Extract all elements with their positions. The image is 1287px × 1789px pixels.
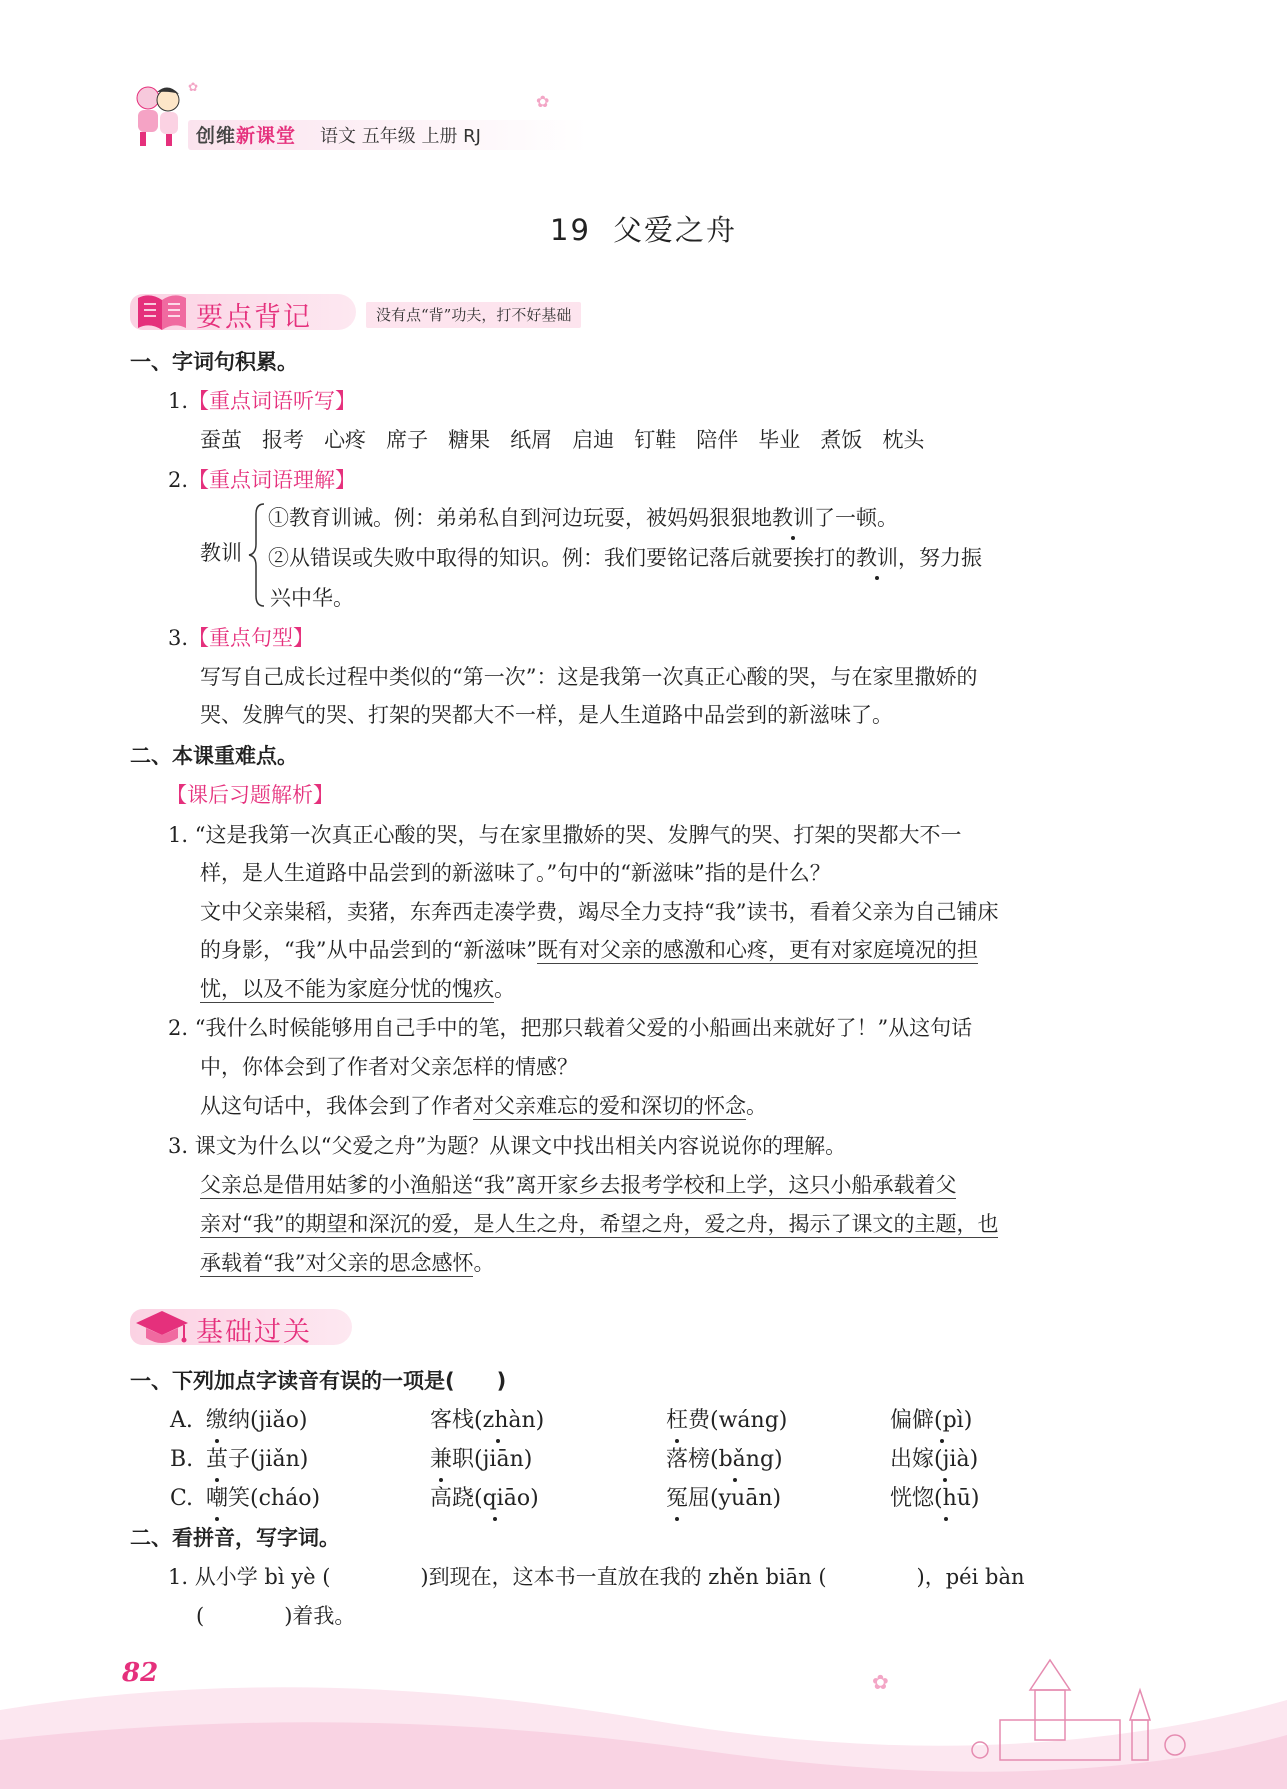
option-c-item-3: 冤屈(yuān) [666,1484,781,1514]
sentence-line-2: 哭、发脾气的哭、打架的哭都大不一样，是人生道路中品尝到的新滋味了。 [200,703,893,727]
answer-3-line-1: 父亲总是借用姑爹的小渔船送“我”离开家乡去报考学校和上学，这只小船承载着父 [200,1173,957,1197]
definition-2-cont: 兴中华。 [270,586,354,610]
brace-icon [248,502,266,608]
option-c-item-2: 高跷(qiāo) [430,1484,539,1514]
part-heading: 一、字词句积累。 [130,350,298,374]
question-1-line-2: 样，是人生道路中品尝到的新滋味了。”句中的“新滋味”指的是什么？ [200,861,831,885]
section-title: 要点背记 [196,302,312,333]
answer-3-line-3: 承载着“我”对父亲的思念感怀。 [200,1251,495,1275]
section-title: 基础过关 [196,1317,312,1348]
option-b-item-1: 茧子(jiǎn) [206,1445,308,1475]
flower-icon: ✿ [536,92,550,111]
cartoon-kids-icon [130,82,186,152]
option-b-item-4: 出嫁(jià) [890,1445,978,1475]
brand-name: 创维新课堂 [196,125,297,147]
option-c-label[interactable]: C. [170,1486,194,1511]
book-subject: 语文 五年级 上册 RJ [320,126,481,147]
answer-3-line-2: 亲对“我”的期望和深沉的爱，是人生之舟，希望之舟，爱之舟，揭示了课文的主题，也 [200,1212,999,1236]
answer-1-line-2: 的身影，“我”从中品尝到的“新滋味”既有对父亲的感激和心疼，更有对家庭境况的担 [200,938,978,962]
section-banner-basics [130,1305,390,1351]
fill-blank-line-1: 1. 从小学 bì yè ( )到现在，这本书一直放在我的 zhěn biān ( )，péi bàn [168,1565,1025,1589]
castle-illustration-icon [960,1650,1190,1780]
flower-icon: ✿ [188,80,199,94]
fill-blank-line-2: ( )着我。 [196,1604,356,1628]
sub-label: 【课后习题解析】 [166,783,334,807]
part-heading: 二、本课重难点。 [130,744,298,768]
graduation-cap-icon [134,1307,190,1349]
option-b-item-2: 兼职(jiān) [430,1445,532,1475]
section-banner-key-points [130,290,630,336]
option-a-item-3: 枉费(wáng) [666,1406,787,1436]
option-b-label[interactable]: B. [170,1447,194,1472]
item-1: 1.【重点词语听写】 [168,389,357,413]
item-2: 2.【重点词语理解】 [168,468,357,492]
term-word: 教训 [200,541,242,565]
question-1-line-1: 1. “这是我第一次真正心酸的哭，与在家里撒娇的哭、发脾气的哭、打架的哭都大不一 [168,823,962,847]
answer-1-line-1: 文中父亲粜稻，卖猪，东奔西走凑学费，竭尽全力支持“我”读书，看着父亲为自己铺床 [200,900,999,924]
option-c-item-4: 恍惚(hū) [890,1484,980,1514]
option-a-item-1: 缴纳(jiǎo) [206,1406,307,1436]
page-number: 82 [122,1658,159,1688]
question-heading-1: 一、下列加点字读音有误的一项是( ) [130,1369,507,1393]
section-tagline: 没有点“背”功夫，打不好基础 [366,302,581,328]
open-book-icon [134,292,190,332]
sentence-line-1: 写写自己成长过程中类似的“第一次”：这是我第一次真正心酸的哭，与在家里撒娇的 [200,665,978,689]
definition-2: ②从错误或失败中取得的知识。例：我们要铭记落后就要挨打的教训，努力振 [268,543,982,573]
flower-icon: ✿ [872,1670,889,1694]
lesson-title: 19 父爱之舟 [550,213,737,247]
word-list: 蚕茧 报考 心疼 席子 糖果 纸屑 启迪 钉鞋 陪伴 毕业 煮饭 枕头 [200,428,925,452]
question-3: 3. 课文为什么以“父爱之舟”为题？从课文中找出相关内容说说你的理解。 [168,1134,847,1158]
question-2-line-2: 中，你体会到了作者对父亲怎样的情感？ [200,1055,578,1079]
question-2-line-1: 2. “我什么时候能够用自己手中的笔，把那只载着父爱的小船画出来就好了！”从这句话 [168,1016,973,1040]
answer-2: 从这句话中，我体会到了作者对父亲难忘的爱和深切的怀念。 [200,1094,767,1118]
option-a-item-4: 偏僻(pì) [890,1406,972,1436]
item-3: 3.【重点句型】 [168,626,315,650]
option-a-label[interactable]: A. [170,1408,193,1433]
option-c-item-1: 嘲笑(cháo) [206,1484,320,1514]
question-heading-2: 二、看拼音，写字词。 [130,1526,340,1550]
option-b-item-3: 落榜(bǎng) [666,1445,783,1475]
definition-1: ①教育训诫。例：弟弟私自到河边玩耍，被妈妈狠狠地教训了一顿。 [268,503,898,533]
answer-1-line-3: 忧，以及不能为家庭分忧的愧疚。 [200,977,515,1001]
option-a-item-2: 客栈(zhàn) [430,1406,544,1436]
